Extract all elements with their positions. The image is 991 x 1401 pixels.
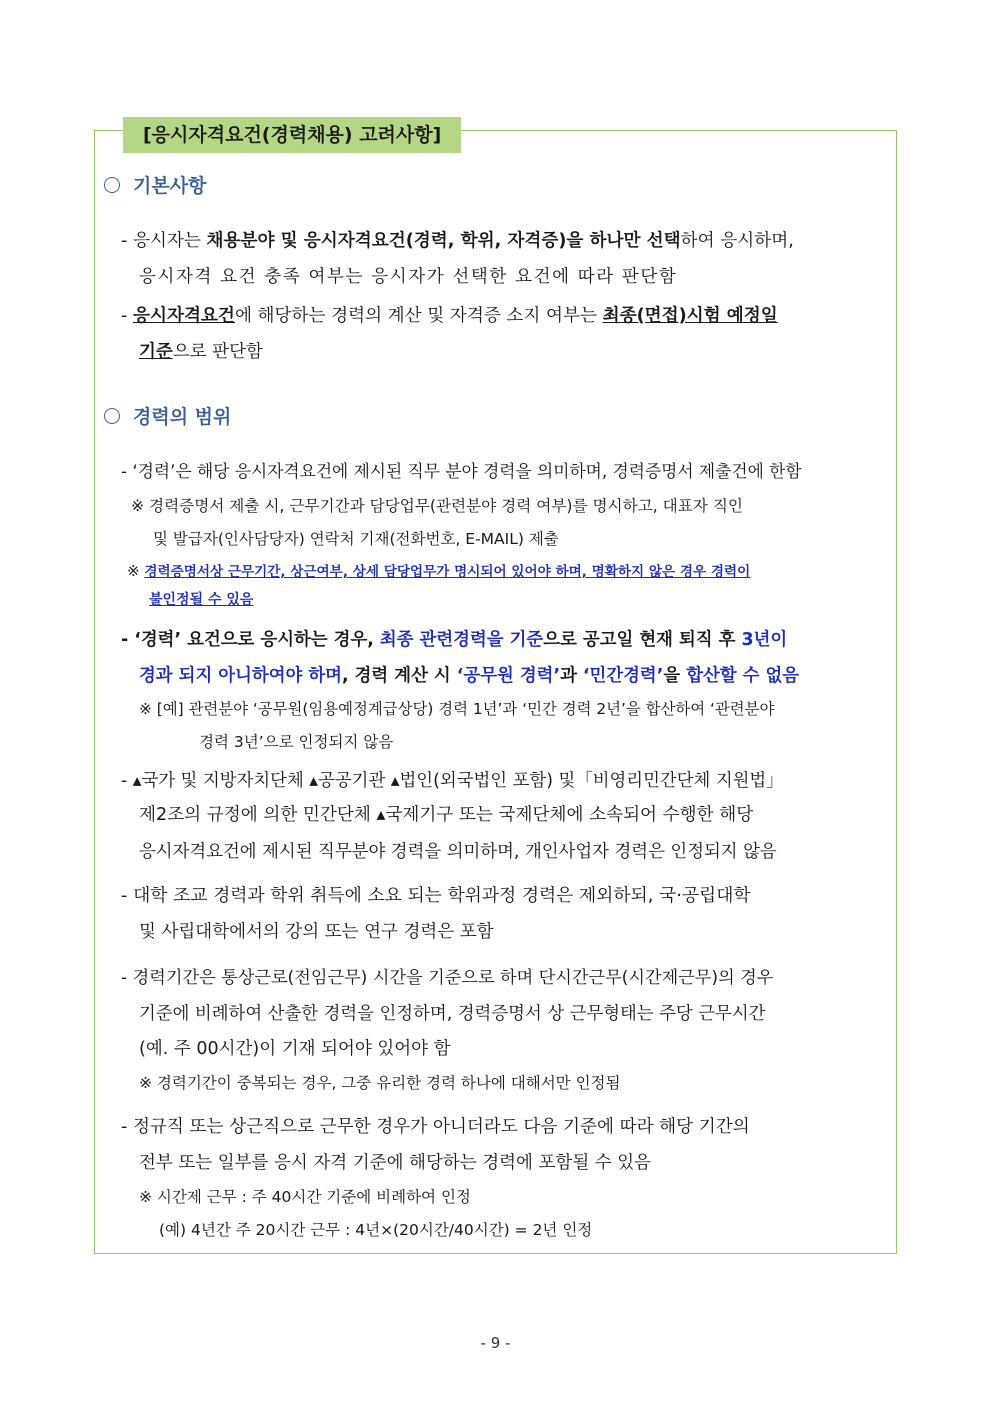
text: 하여 응시하며, — [680, 231, 794, 251]
scope-p2 — [121, 625, 787, 650]
text: 으로 판단함 — [172, 342, 263, 362]
scope-note-3-cont: 경력 3년’으로 인정되지 않음 — [199, 733, 394, 751]
circle-bullet-icon — [104, 177, 120, 193]
text: 과 — [560, 666, 583, 686]
text: - 응시자는 — [121, 231, 207, 251]
scope-p2-cont — [139, 661, 799, 686]
scope-note-4: ※ 경력기간이 중복되는 경우, 그중 유리한 경력 하나에 대해서만 인정됨 — [139, 1074, 621, 1092]
basic-bullet-1 — [121, 227, 794, 252]
scope-note-2 — [127, 560, 750, 580]
text: ※ — [127, 562, 145, 580]
scope-p5-cont-1: 기준에 비례하여 산출한 경력을 인정하며, 경력증명서 상 근무형태는 주당 근무시간 — [139, 1004, 766, 1024]
section-heading-label: 기본사항 — [133, 175, 207, 197]
scope-p3-cont-1: 제2조의 규정에 의한 민간단체 ▴국제기구 또는 국제단체에 소속되어 수행한 해당 — [139, 805, 754, 825]
text-blue: ‘민간경력’ — [582, 666, 664, 686]
text-bold: 응시자격요건 — [132, 306, 235, 326]
scope-p3: - ▴국가 및 지방자치단체 ▴공공기관 ▴법인(외국법인 포함) 및「비영리민간단체 지원법」 — [121, 771, 784, 791]
scope-p6-cont: 전부 또는 일부를 응시 자격 기준에 해당하는 경력에 포함될 수 있음 — [139, 1153, 652, 1173]
text: 으로 공고일 현재 퇴직 후 — [543, 630, 742, 650]
section-heading-basic — [104, 171, 206, 198]
text-blue: 최종 관련경력을 기준 — [379, 630, 544, 650]
scope-p5: - 경력기간은 통상근로(전임근무) 시간을 기준으로 하며 단시간근무(시간제근무)의 경우 — [121, 968, 774, 988]
basic-bullet-2 — [121, 302, 778, 327]
scope-note-5: ※ 시간제 근무 : 주 40시간 기준에 비례하여 인정 — [139, 1188, 471, 1206]
text-blue: ‘공무원 경력’ — [456, 666, 561, 686]
page-number: - 9 - — [480, 1334, 511, 1352]
scope-p1: - ‘경력’은 해당 응시자격요건에 제시된 직무 분야 경력을 의미하며, 경력증명서 제출건에 한함 — [121, 461, 802, 481]
scope-p4: - 대학 조교 경력과 학위 취득에 소요 되는 학위과정 경력은 제외하되, 국·공립대학 — [121, 885, 751, 906]
scope-p4-cont: 및 사립대학에서의 강의 또는 연구 경력은 포함 — [139, 922, 494, 942]
basic-bullet-1-cont: 응시자격 요건 충족 여부는 응시자가 선택한 요건에 따라 판단함 — [139, 267, 678, 287]
text: 에 해당하는 경력의 계산 및 자격증 소지 여부는 — [234, 306, 603, 326]
section-heading-label: 경력의 범위 — [133, 406, 232, 428]
scope-p6: - 정규직 또는 상근직으로 근무한 경우가 아니더라도 다음 기준에 따라 해당 기간의 — [121, 1117, 750, 1137]
basic-bullet-2-cont — [139, 338, 263, 363]
text: - ‘경력’ 요건으로 응시하는 경우, — [121, 630, 380, 650]
section-heading-scope — [104, 402, 231, 429]
box-title: [응시자격요건(경력채용) 고려사항] — [123, 117, 461, 153]
circle-bullet-icon — [104, 408, 120, 424]
scope-p5-cont-2: (예. 주 00시간)이 기재 되어야 있어야 함 — [139, 1039, 451, 1059]
text: , 경력 계산 시 — [341, 666, 457, 686]
scope-note-3: ※ [예] 관련분야 ‘공무원(임용예정계급상당) 경력 1년’과 ‘민간 경력 2년’을 합산하여 ‘관련분야 — [139, 700, 775, 718]
scope-note-6: (예) 4년간 주 20시간 근무 : 4년×(20시간/40시간) = 2년 인정 — [159, 1221, 593, 1239]
text-bold: 채용분야 및 응시자격요건(경력, 학위, 자격증)을 하나만 선택 — [206, 231, 681, 251]
scope-note-1: ※ 경력증명서 제출 시, 근무기간과 담당업무(관련분야 경력 여부)를 명시하고, 대표자 직인 — [131, 497, 743, 515]
text-blue: 합산할 수 없음 — [686, 666, 800, 686]
scope-note-2-cont: 불인정될 수 있음 — [149, 592, 254, 608]
text-bold: 최종(면접)시험 예정일 — [602, 306, 778, 326]
scope-note-1-cont: 및 발급자(인사담당자) 연락처 기재(전화번호, E-MAIL) 제출 — [153, 530, 559, 548]
text-blue: 경과 되지 아니하여야 하며 — [139, 666, 342, 686]
text-blue: 3년이 — [741, 630, 788, 650]
text-blue: 경력증명서상 근무기간, 상근여부, 상세 담당업무가 명시되어 있어야 하며, 명확하지 않은 경우 경력이 — [144, 564, 751, 580]
text-bold: 기준 — [139, 342, 173, 362]
text: 을 — [663, 666, 687, 686]
text: - — [121, 306, 133, 326]
scope-p3-cont-2: 응시자격요건에 제시된 직무분야 경력을 의미하며, 개인사업자 경력은 인정되지 않음 — [139, 842, 777, 862]
